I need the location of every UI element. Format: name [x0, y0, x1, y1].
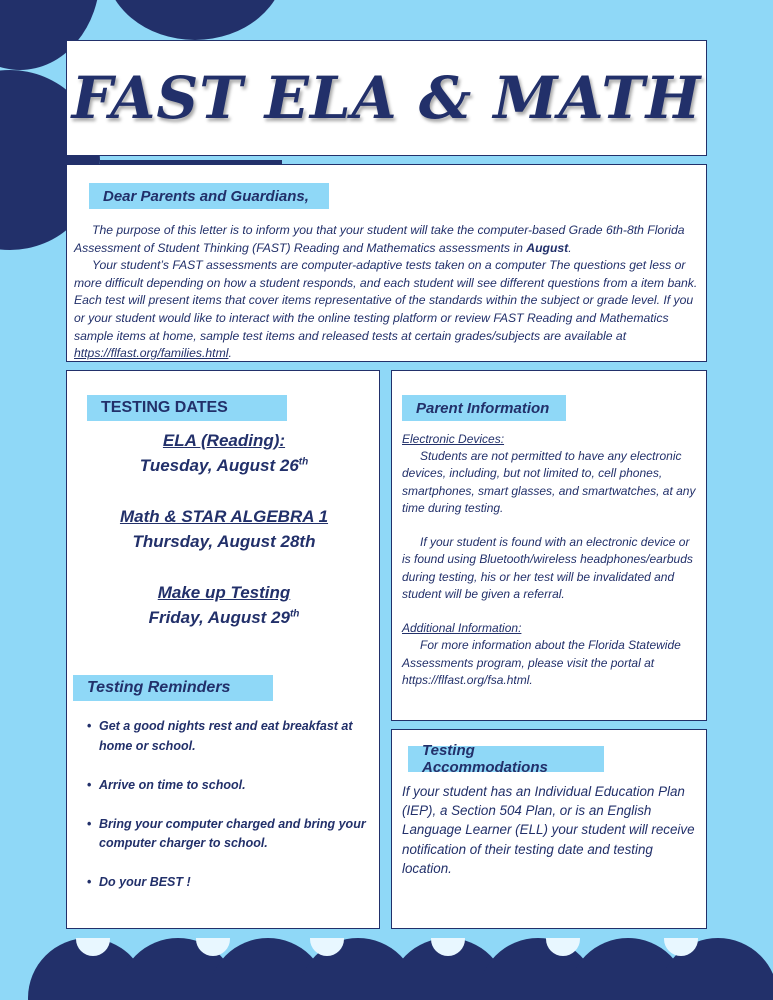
devices-paragraph-2: If your student is found with an electronic device or is found using Bluetooth/wireless headphones/earbuds during testing, his or her test will be invalidated and student will be given a referral.	[402, 535, 693, 601]
list-item: • Bring your computer charged and bring your computer charger to school.	[87, 815, 367, 854]
parent-information-panel	[391, 370, 707, 721]
testing-dates-panel	[66, 370, 380, 929]
ela-date: Tuesday, August 26th	[139, 456, 309, 475]
page-title: FAST ELA & MATH	[71, 64, 702, 132]
ela-date-block	[67, 428, 381, 478]
additional-heading: Additional Information:	[402, 621, 522, 636]
makeup-heading: Make up Testing	[157, 583, 291, 602]
list-item: • Arrive on time to school.	[87, 776, 367, 796]
intro-paragraph-1: The purpose of this letter is to inform you that your student will take the computer-based Grade 6th-8th Florida Assessment of Student Thinking (FAST) Reading and Mathematics assessments in August.	[74, 223, 685, 255]
testing-accommodations-panel	[391, 729, 707, 929]
bottom-decoration	[0, 938, 773, 1000]
intro-panel	[66, 164, 707, 362]
testing-accommodations-label: Testing Accommodations	[408, 746, 604, 772]
reminders-list	[87, 717, 367, 912]
math-heading: Math & STAR ALGEBRA 1	[119, 507, 329, 526]
makeup-date: Friday, August 29th	[148, 608, 300, 627]
testing-reminders-label: Testing Reminders	[73, 675, 273, 701]
math-date: Thursday, August 28th	[132, 532, 316, 551]
intro-month: August	[526, 240, 569, 255]
title-panel	[66, 40, 707, 156]
devices-paragraph-1: Students are not permitted to have any electronic devices, including, but not limited to, cell phones, smartphones, smart glasses, and smartwatches, at any time during testing.	[402, 449, 696, 515]
list-item: • Do your BEST !	[87, 873, 367, 893]
additional-paragraph: For more information about the Florida Statewide Assessments program, please visit the portal at https://flfast.org/fsa.html.	[402, 638, 681, 687]
makeup-date-block	[67, 580, 381, 630]
intro-text	[74, 222, 704, 363]
parent-information-text	[402, 431, 700, 689]
decorative-circle	[105, 0, 285, 40]
devices-heading: Electronic Devices:	[402, 432, 505, 446]
list-item: • Get a good nights rest and eat breakfast at home or school.	[87, 717, 367, 756]
ela-heading: ELA (Reading):	[162, 431, 286, 450]
greeting-label: Dear Parents and Guardians,	[89, 183, 329, 209]
testing-dates-label: TESTING DATES	[87, 395, 287, 421]
parent-information-label: Parent Information	[402, 395, 566, 421]
accommodations-text: If your student has an Individual Education Plan (IEP), a Section 504 Plan, or is an English Language Learner (ELL) your student will receive notification of their testing date and testing location.	[402, 784, 695, 876]
families-link[interactable]: https://flfast.org/families.html	[74, 346, 229, 361]
intro-paragraph-2: Your student’s FAST assessments are computer-adaptive tests taken on a computer The questions get less or more difficult depending on how a student responds, and each student will see different questions from a item bank. Each test will present items that cover items representative of the standards within the subject or grade level. If you or your student would like to interact with the online testing platform or review FAST Reading and Mathematics sample items at home, sample test items and released tests at certain grades/subjects are available at https://flfast.org/families.html.	[74, 258, 698, 361]
math-date-block	[67, 504, 381, 554]
